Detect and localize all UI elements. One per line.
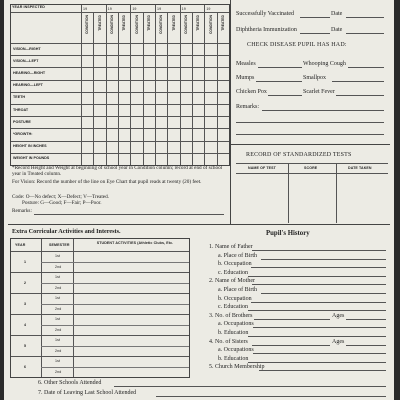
history-item: 2. Name of Mother — [209, 278, 255, 285]
health-inspection-grid — [10, 4, 230, 166]
grid-row-label: HEARING—LEFT — [13, 83, 43, 88]
history-subitem: a. Occupations — [218, 347, 254, 354]
year-prefix: 19 — [181, 6, 186, 11]
std-col-name: NAME OF TEST — [248, 166, 276, 170]
year-prefix: 19 — [157, 6, 162, 11]
grid-column-header: CONDITION — [183, 15, 188, 35]
history-subitem: b. Education — [218, 355, 249, 362]
extra-curricular-table — [10, 238, 190, 378]
extra-year-label: 6 — [24, 364, 27, 369]
std-tests-table — [236, 163, 388, 233]
disease-measles: Measles — [236, 61, 256, 67]
vision-note: For Vision: Record the number of the line on Eye Chart that pupil reads at twenty (20) feet. — [12, 179, 202, 185]
history-item: 1. Name of Father — [209, 244, 253, 250]
extra-semester-label: 2nd — [55, 348, 62, 353]
code-line: Code: O—No defect; X—Defect; V—Treated. — [12, 194, 109, 200]
std-col-score: SCORE — [304, 166, 318, 170]
extra-semester-label: 1st — [55, 254, 61, 259]
extra-semester-label: 2nd — [55, 264, 62, 269]
history-subitem: c. Education — [218, 304, 248, 311]
grid-row-label: *GROWTH: — [13, 132, 33, 136]
disease-scarlet-fever: Scarlet Fever — [303, 89, 335, 95]
grid-column-header: CONDITION — [159, 15, 164, 35]
health-remarks-line — [34, 214, 224, 215]
grid-row-label: HEIGHT IN INCHES — [13, 144, 47, 149]
grid-row-label: TEETH — [13, 95, 26, 100]
extra-semester-label: 1st — [55, 359, 61, 364]
extra-semester-label: 2nd — [55, 327, 62, 332]
extra-semester-label: 1st — [55, 338, 61, 343]
year-prefix: 19 — [107, 6, 112, 11]
disease-remarks-label: Remarks: — [236, 104, 259, 110]
history-item: 5. Church Membership — [209, 364, 265, 371]
other-schools-label: 6. Other Schools Attended — [38, 380, 102, 386]
std-tests-heading: RECORD OF STANDARDIZED TESTS — [246, 152, 352, 158]
history-subitem: a. Occupations — [218, 321, 254, 328]
history-subitem: c. Education — [218, 269, 248, 276]
history-item: 4. No. of Sisters — [209, 338, 248, 345]
disease-heading: CHECK DISEASE PUPIL HAS HAD: — [247, 42, 347, 48]
grid-column-header: TREATED — [220, 15, 225, 31]
extra-semester-label: 2nd — [55, 306, 62, 311]
grid-row-label: VISION—LEFT — [13, 58, 39, 63]
extra-curricular-heading: Extra Corricular Activities and Interests. — [12, 228, 121, 235]
extra-col-header: STUDENT ACTIVITIES (Athletic Clubs, Etc. — [96, 240, 174, 245]
disease-mumps: Mumps — [236, 75, 255, 81]
history-item: 3. No. of Brothers — [209, 312, 253, 319]
diphtheria-date-label: Date — [331, 27, 343, 33]
extra-semester-label: 2nd — [55, 369, 62, 374]
disease-whooping-cough: Whooping Cough — [303, 61, 346, 67]
extra-semester-label: 1st — [55, 275, 61, 280]
history-ages-label: Ages — [332, 312, 345, 319]
extra-col-header: SEMESTER — [49, 243, 70, 247]
history-subitem: b. Education — [218, 330, 249, 336]
year-prefix: 19 — [132, 6, 137, 11]
year-prefix: 19 — [206, 6, 211, 11]
grid-column-header: TREATED — [171, 15, 176, 31]
history-subitem: a. Place of Birth — [218, 252, 257, 259]
disease-smallpox: Smallpox — [303, 75, 327, 81]
vaccinated-label: Successfully Vaccinated — [236, 11, 295, 17]
grid-column-header: CONDITION — [85, 15, 90, 35]
grid-column-header: CONDITION — [134, 15, 139, 35]
grid-row-label: WEIGHT IN POUNDS — [13, 156, 50, 161]
grid-column-header: TREATED — [146, 15, 151, 31]
posture-line: Posture: G—Good; F—Fair; P—Poor. — [22, 200, 102, 206]
record-card-page — [4, 0, 394, 400]
extra-col-header: YEAR — [15, 243, 26, 247]
history-subitem: b. Occupation — [218, 261, 252, 268]
vaccinated-date-label: Date — [331, 11, 343, 17]
history-heading: Pupil's History — [266, 230, 310, 237]
grid-row-label: HEARING—RIGHT — [13, 71, 46, 75]
grid-row-label: VISION—RIGHT — [13, 46, 41, 51]
disease-chicken-pox: Chicken Pox — [236, 89, 267, 95]
asterisk-note: *Record Height and Weight at beginning of school year in Condition column; record at end of school year in Treated column. — [12, 165, 223, 177]
history-subitem: b. Occupation — [218, 295, 252, 302]
history-subitem: a. Place of Birth — [218, 287, 257, 293]
grid-row-label: POSTURE — [13, 119, 31, 124]
extra-semester-label: 1st — [55, 317, 61, 322]
grid-column-header: TREATED — [97, 15, 102, 31]
diphtheria-label: Diphtheria Immunization — [236, 27, 297, 33]
history-ages-label: Ages — [332, 338, 345, 345]
health-remarks-label: Remarks: — [12, 208, 32, 214]
extra-year-label: 2 — [24, 280, 27, 285]
year-prefix: 19 — [83, 6, 88, 11]
grid-column-header: CONDITION — [109, 15, 114, 35]
grid-column-header: CONDITION — [208, 15, 213, 35]
grid-row-label: THROAT — [13, 107, 29, 112]
grid-column-header: TREATED — [122, 15, 127, 31]
extra-year-label: 1 — [24, 259, 27, 264]
date-leaving-label: 7. Date of Leaving Last School Attended — [38, 390, 137, 396]
extra-year-label: 3 — [24, 301, 27, 306]
std-col-date: DATE TAKEN — [348, 166, 372, 170]
year-inspected-label: YEAR INSPECTED — [12, 5, 45, 9]
extra-year-label: 4 — [24, 322, 27, 327]
grid-column-header: TREATED — [196, 15, 201, 31]
extra-year-label: 5 — [24, 343, 27, 348]
extra-semester-label: 2nd — [55, 285, 62, 290]
extra-semester-label: 1st — [55, 296, 61, 301]
